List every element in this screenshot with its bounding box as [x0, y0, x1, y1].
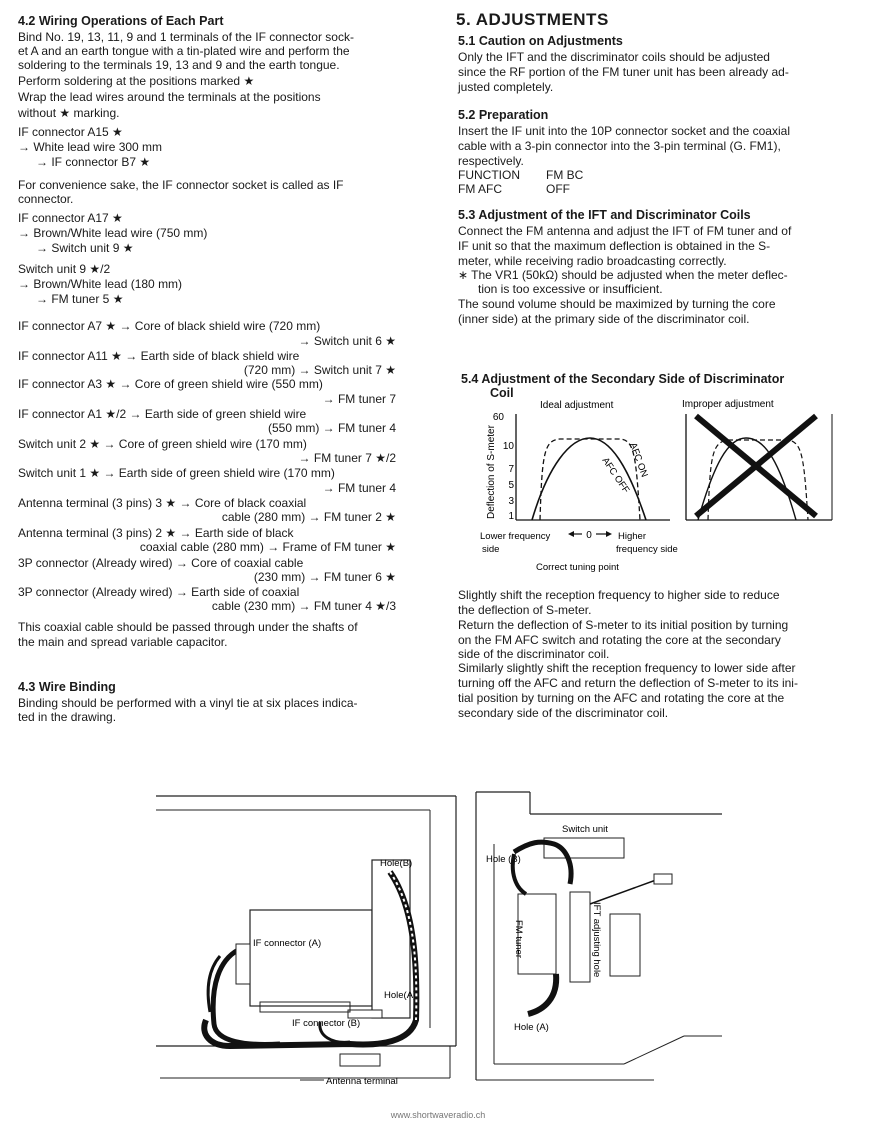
- if-unit-box: [610, 914, 640, 976]
- tuning-point-label: Correct tuning point: [536, 562, 619, 573]
- text-line: ted in the drawing.: [18, 710, 117, 724]
- wire-harness: [514, 842, 571, 884]
- fm-tuner-label: FM tuner: [513, 920, 524, 959]
- connection-to: → FM tuner 7 ★/2: [298, 451, 396, 465]
- text-line: Bind No. 19, 13, 11, 9 and 1 terminals of the IF connector sock-: [18, 30, 354, 44]
- connection-to: → Switch unit 6 ★: [298, 334, 396, 348]
- text-line: Slightly shift the reception frequency to higher side to reduce: [458, 588, 780, 602]
- text-line: Insert the IF unit into the 10P connector socket and the coaxial: [458, 124, 790, 138]
- improper-curve: [698, 438, 796, 520]
- text-line: IF unit so that the maximum deflection is obtained in the S-: [458, 239, 771, 253]
- connector-block: [236, 944, 250, 984]
- setting-value: FM BC: [546, 168, 584, 182]
- text-line: → White lead wire 300 mm: [18, 140, 163, 154]
- ift-board: [570, 892, 590, 982]
- chassis-edge: [624, 1036, 684, 1064]
- text-line: the main and spread variable capacitor.: [18, 635, 228, 649]
- text-line: on the FM AFC switch and rotating the core at the secondary: [458, 633, 781, 647]
- tick-label: 1: [508, 511, 514, 522]
- tick-label: 5: [508, 480, 514, 491]
- connection-from: Switch unit 1 ★ → Earth side of green shield wire (170 mm): [18, 466, 335, 480]
- text-line: meter, while receiving radio broadcasting correctly.: [458, 254, 727, 268]
- text-line: side of the discriminator coil.: [458, 647, 610, 661]
- chassis-drawing-right: [474, 784, 872, 1090]
- text-line: Only the IFT and the discriminator coils should be adjusted: [458, 50, 770, 64]
- lower-frequency-label: Lower frequency: [480, 531, 551, 542]
- text-line: Similarly slightly shift the reception frequency to lower side after: [458, 661, 796, 675]
- connection-to: → FM tuner 7: [322, 392, 396, 406]
- text-line: Return the deflection of S-meter to its initial position by turning: [458, 618, 789, 632]
- afc-off-curve: [532, 438, 646, 520]
- connection-from: 3P connector (Already wired) → Core of coaxial cable: [18, 556, 304, 570]
- text-line: respectively.: [458, 154, 524, 168]
- if-connector-a-board: [250, 910, 372, 1006]
- tick-label: 60: [492, 412, 504, 423]
- connection-from: IF connector A3 ★ → Core of green shield wire (550 mm): [18, 377, 323, 391]
- text-line: since the RF portion of the FM tuner unit has been already ad-: [458, 65, 789, 79]
- text-line: → Brown/White lead wire (750 mm): [18, 226, 208, 240]
- text-line: Binding should be performed with a vinyl tie at six places indica-: [18, 696, 358, 710]
- section-5-2-title: 5.2 Preparation: [458, 108, 549, 122]
- connection-from: Switch unit 2 ★ → Core of green shield wire (170 mm): [18, 437, 307, 451]
- hole-b-label: Hole(B): [380, 858, 413, 869]
- wire-harness: [528, 974, 556, 1014]
- improper-label: Improper adjustment: [682, 399, 774, 410]
- text-line: turning off the AFC and return the deflection of S-meter to its ini-: [458, 676, 798, 690]
- text-line: For convenience sake, the IF connector socket is called as IF: [18, 178, 344, 192]
- higher-label: Higher: [618, 531, 646, 542]
- afc-off-label: AFC OFF: [599, 455, 632, 496]
- text-line: IF connector A15 ★: [18, 125, 123, 139]
- connection-to: (550 mm) → FM tuner 4: [267, 421, 396, 435]
- afc-on-label: AFC ON: [627, 441, 650, 479]
- switch-unit-board: [544, 838, 624, 858]
- arrowhead-left: [568, 531, 574, 537]
- wire: [590, 880, 656, 904]
- section-5-4-title-cont: Coil: [490, 386, 514, 400]
- connection-from: Antenna terminal (3 pins) 3 ★ → Core of black coaxial: [18, 496, 307, 510]
- text-line: secondary side of the discriminator coil.: [458, 706, 669, 720]
- footer-url: www.shortwaveradio.ch: [390, 1110, 486, 1120]
- text-line: → IF connector B7 ★: [36, 155, 151, 169]
- zero-label: 0: [586, 530, 592, 541]
- text-line: IF connector A17 ★: [18, 211, 123, 225]
- text-line: → Brown/White lead (180 mm): [18, 277, 183, 291]
- text-line: without ★ marking.: [18, 106, 120, 120]
- antenna-terminal-block: [340, 1054, 380, 1066]
- text-line: connector.: [18, 192, 74, 206]
- if-connector-b-label: IF connector (B): [292, 1018, 361, 1029]
- text-line: Wrap the lead wires around the terminals at the positions: [18, 90, 321, 104]
- chassis-drawing-left: [150, 784, 466, 1090]
- text-line: justed completely.: [458, 80, 554, 94]
- text-line: the deflection of S-meter.: [458, 603, 592, 617]
- arrowhead-right: [606, 531, 612, 537]
- if-connector-a-label: IF connector (A): [253, 938, 322, 949]
- higher-side-label: frequency side: [616, 544, 678, 555]
- connection-to: coaxial cable (280 mm) → Frame of FM tuner ★: [139, 540, 396, 554]
- text-line: Connect the FM antenna and adjust the IFT of FM tuner and of: [458, 224, 792, 238]
- text-line: The sound volume should be maximized by turning the core: [458, 297, 776, 311]
- text-line: Switch unit 9 ★/2: [18, 262, 111, 276]
- connection-from: IF connector A7 ★ → Core of black shield wire (720 mm): [18, 319, 321, 333]
- tick-label: 3: [508, 496, 514, 507]
- setting-value: OFF: [546, 182, 570, 196]
- connection-to: (720 mm) → Switch unit 7 ★: [243, 363, 396, 377]
- text-line: → FM tuner 5 ★: [36, 292, 124, 306]
- hole-a-right-label: Hole (A): [514, 1022, 549, 1033]
- connection-to: → FM tuner 4: [322, 481, 396, 495]
- if-connector-b-strip: [348, 1010, 382, 1018]
- note-line: ∗ The VR1 (50kΩ) should be adjusted when the meter deflec-: [458, 268, 788, 282]
- text-line: cable with a 3-pin connector into the 3-pin terminal (G. FM1),: [458, 139, 781, 153]
- text-line: Perform soldering at the positions marked ★: [18, 74, 255, 88]
- ideal-label: Ideal adjustment: [540, 400, 614, 411]
- section-5-4-title: 5.4 Adjustment of the Secondary Side of Discriminator: [461, 372, 785, 386]
- section-5-1-title: 5.1 Caution on Adjustments: [458, 34, 623, 48]
- text-line: (inner side) at the primary side of the discriminator coil.: [458, 312, 750, 326]
- text-line: et A and an earth tongue with a tin-plated wire and perform the: [18, 44, 350, 58]
- text-line: tial position by turning on the AFC and rotating the core at the: [458, 691, 785, 705]
- switch-unit-label: Switch unit: [562, 824, 608, 835]
- hole-b-right-label: Hole (B): [486, 854, 521, 865]
- hole-a-label: Hole(A): [384, 990, 417, 1001]
- tick-label: 7: [508, 464, 514, 475]
- section-4-3-title: 4.3 Wire Binding: [18, 680, 116, 694]
- text-line: This coaxial cable should be passed through under the shafts of: [18, 620, 358, 634]
- connection-from: 3P connector (Already wired) → Earth side of coaxial: [18, 585, 300, 599]
- plug: [654, 874, 672, 884]
- connection-to: (230 mm) → FM tuner 6 ★: [253, 570, 396, 584]
- text-line: soldering to the terminals 19, 13 and 9 and the earth tongue.: [18, 58, 340, 72]
- tick-label: 10: [502, 441, 514, 452]
- section-4-2-title: 4.2 Wiring Operations of Each Part: [18, 14, 224, 28]
- y-axis-label: Deflection of S-meter: [486, 425, 497, 519]
- connection-to: cable (230 mm) → FM tuner 4 ★/3: [211, 599, 396, 613]
- text-line: → Switch unit 9 ★: [36, 241, 134, 255]
- lower-side-label: side: [482, 544, 500, 555]
- ift-hole-label: IFT adjusting hole: [591, 902, 602, 978]
- section-5-3-title: 5.3 Adjustment of the IFT and Discriminator Coils: [458, 208, 751, 222]
- connection-to: cable (280 mm) → FM tuner 2 ★: [221, 510, 396, 524]
- connection-from: IF connector A1 ★/2 → Earth side of green shield wire: [18, 407, 307, 421]
- discriminator-graph: [470, 394, 840, 574]
- setting-key: FM AFC: [458, 182, 502, 196]
- connection-from: Antenna terminal (3 pins) 2 ★ → Earth side of black: [18, 526, 294, 540]
- note-line: tion is too excessive or insufficient.: [478, 282, 663, 296]
- connection-from: IF connector A11 ★ → Earth side of black shield wire: [18, 349, 300, 363]
- setting-key: FUNCTION: [458, 168, 520, 182]
- section-5-title: 5. ADJUSTMENTS: [456, 10, 609, 29]
- antenna-terminal-label: Antenna terminal: [326, 1076, 398, 1087]
